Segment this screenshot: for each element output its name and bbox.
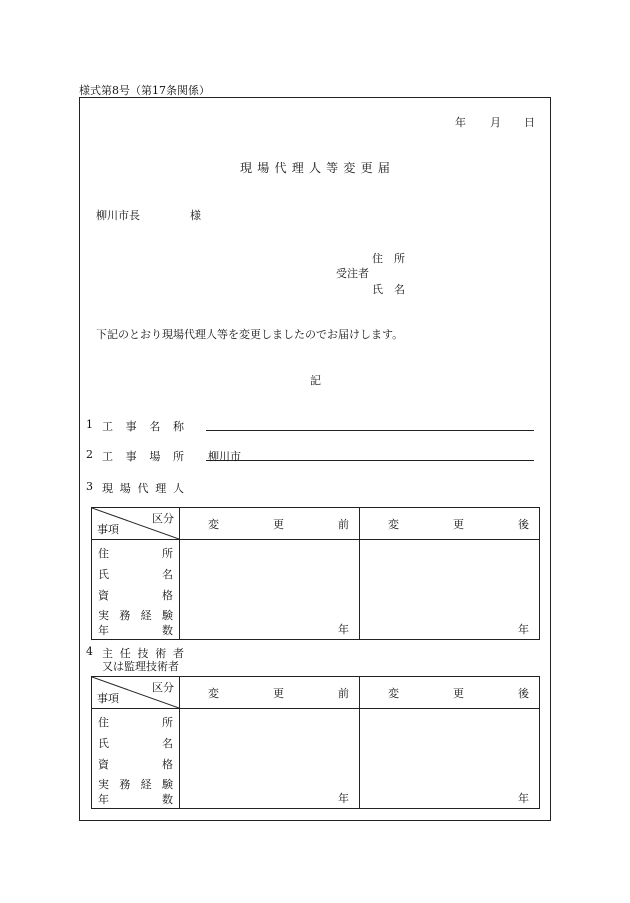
item-1-underline <box>206 430 534 431</box>
statement-text: 下記のとおり現場代理人等を変更しましたのでお届けします。 <box>96 328 404 341</box>
before-column-header: 変 更 前 <box>180 677 360 709</box>
chief-engineer-table <box>91 676 540 809</box>
header-division-label: 区分 <box>152 512 174 525</box>
contractor-name-label: 氏 名 <box>372 283 405 296</box>
addressee-name: 柳川市長 <box>96 209 140 222</box>
header-division-label: 区分 <box>152 681 174 694</box>
date-month-label: 月 <box>490 116 501 129</box>
item-4-label: 主 任 技 術 者 <box>102 647 184 660</box>
after-column-header: 変 更 後 <box>360 677 540 709</box>
after-value-cell <box>360 709 540 809</box>
header-item-label: 事項 <box>97 692 119 705</box>
item-1-label: 工 事 名 称 <box>102 420 184 433</box>
item-2-value: 柳川市 <box>208 450 241 463</box>
year-unit-label: 年 <box>338 623 349 636</box>
form-number: 様式第8号（第17条関係） <box>79 84 210 97</box>
date-day-label: 日 <box>524 116 535 129</box>
item-2-label: 工 事 場 所 <box>102 450 184 463</box>
table-header-cell <box>92 677 180 709</box>
before-column-header: 変 更 前 <box>180 508 360 540</box>
after-column-header: 変 更 後 <box>360 508 540 540</box>
table-header-cell <box>92 508 180 540</box>
item-4-number: 4 <box>86 645 93 658</box>
item-2-underline <box>206 460 534 461</box>
row-labels: 住 所 氏 名 資 格 実 務 経 験 年 数 <box>92 540 180 640</box>
ki-mark: 記 <box>310 374 321 387</box>
item-3-number: 3 <box>86 480 93 493</box>
addressee-honorific: 様 <box>190 209 201 222</box>
year-unit-label: 年 <box>518 792 529 805</box>
item-1-number: 1 <box>86 418 93 431</box>
header-item-label: 事項 <box>97 523 119 536</box>
before-value-cell <box>180 709 360 809</box>
contractor-label: 受注者 <box>336 267 369 280</box>
date-year-label: 年 <box>455 116 466 129</box>
item-4-sublabel: 又は監理技術者 <box>102 660 179 673</box>
year-unit-label: 年 <box>518 623 529 636</box>
item-2-number: 2 <box>86 448 93 461</box>
item-3-label: 現 場 代 理 人 <box>102 482 184 495</box>
after-value-cell <box>360 540 540 640</box>
row-labels: 住 所 氏 名 資 格 実 務 経 験 年 数 <box>92 709 180 809</box>
contractor-address-label: 住 所 <box>372 252 405 265</box>
before-value-cell <box>180 540 360 640</box>
year-unit-label: 年 <box>338 792 349 805</box>
document-title: 現 場 代 理 人 等 変 更 届 <box>240 161 390 175</box>
site-agent-table <box>91 507 540 640</box>
